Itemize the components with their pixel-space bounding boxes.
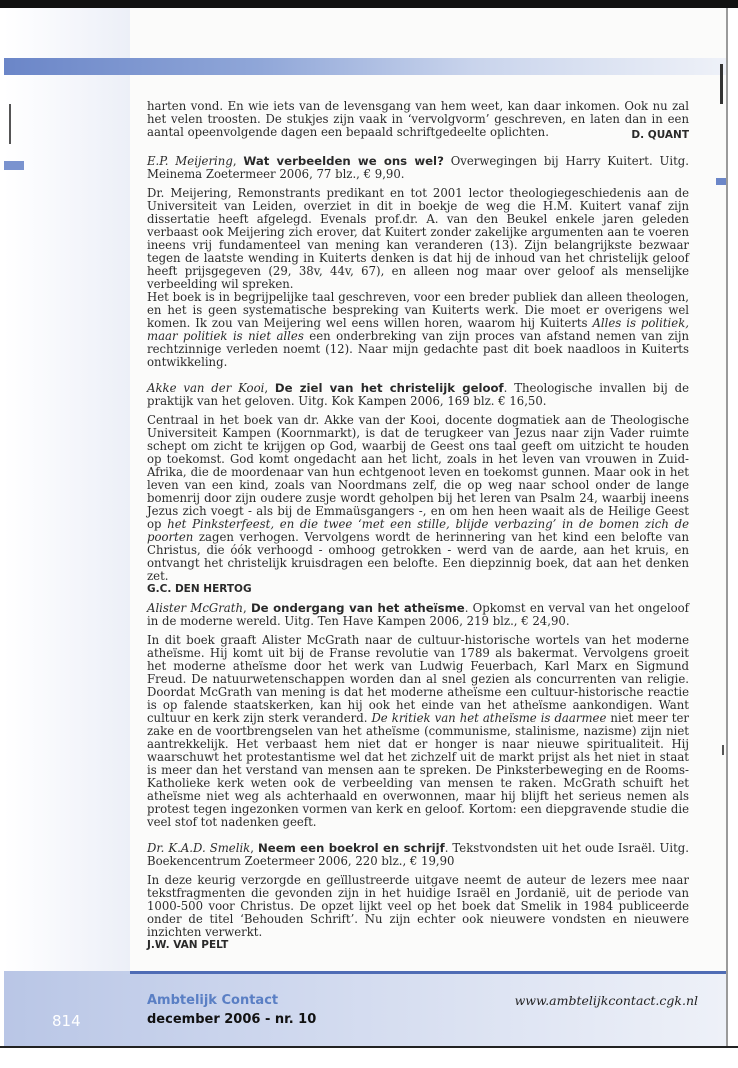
review1-heading: E.P. Meijering, Wat verbeelden we ons wel? Overwegingen bij Harry Kuitert. Uitg. Meinema Zoetermeer 2006, 77 blz., € 9,90. — [147, 154, 689, 181]
website-link[interactable]: www.ambtelijkcontact.cgk.nl — [514, 993, 698, 1008]
bottom-frame-line — [0, 1046, 738, 1048]
footer-rule — [130, 971, 726, 974]
review4-heading: Dr. K.A.D. Smelik, Neem een boekrol en schrijf. Tekstvondsten uit het oude Israël. Uitg. Boekencentrum Zoetermeer 2006, 220 blz., € 19,90 — [147, 841, 689, 868]
review4-author: Dr. K.A.D. Smelik — [147, 841, 251, 855]
review2-heading: Akke van der Kooi, De ziel van het christelijk geloof. Theologische invallen bij de praktijk van het geloven. Uitg. Kok Kampen 2006, 169 blz. € 16,50. — [147, 381, 689, 408]
left-margin-marker — [4, 161, 24, 170]
review2-title: De ziel van het christelijk geloof — [274, 381, 504, 395]
review3-text-a: In dit boek graaft Alister McGrath naar de cultuur-historische wortels van het moderne atheïsme. Hij komt uit bij de Franse revolutie van 1789 als bakermat. Vervolgens groeit het moderne atheïsme door het werk van Ludwig Feuerbach, Karl Marx en Sigmund Freud. De natuurwetenschappen worden dan al snel gezien als concurrenten van religie. Doordat McGrath van mening is dat het moderne atheïsme een cultuur-historische reactie is op falende staatskerken, kan hij ook het einde van het atheïsme aankondigen. Want cultuur en kerk zijn sterk veranderd. — [147, 633, 689, 725]
intro-text: harten vond. En wie iets van de levensgang van hem weet, kan daar inkomen. Ook nu zal het velen troosten. De stukjes zijn vaak in ‘vervolgvorm’ geschreven, en laten dan in een aantal opeenvolgende dagen een bepaald schriftgedeelte oplichten. — [147, 99, 689, 139]
review3-author: Alister McGrath — [147, 601, 243, 615]
bottom-frame — [0, 1046, 738, 1068]
review3-title: De ondergang van het atheïsme — [250, 601, 465, 615]
review2-text-b: zagen verhogen. Vervolgens wordt de herinnering van het kind een belofte van Christus, die óók verhoogd - omhoog getrokken - werd van de aarde, aan het kruis, en ontvangt het christelijk kruisdragen een belofte. Een diepzinnig boek, dat aan het denken zet. — [147, 530, 689, 583]
article-content — [147, 100, 689, 952]
review1-paragraph-2 — [147, 291, 689, 369]
review3-italic: De kritiek van het atheïsme is daarmee — [371, 711, 607, 725]
left-margin-rule — [9, 104, 11, 144]
review1-details: Overwegingen bij Harry Kuitert. Uitg. Meinema Zoetermeer 2006, 77 blz., € 9,90. — [147, 154, 689, 181]
review4-paragraph: In deze keurig verzorgde en geïllustreerde uitgave neemt de auteur de lezers mee naar tekstfragmenten die gevonden zijn in het huidige Israël en Jordanië, uit de periode van 1000-500 voor Christus. De opzet lijkt veel op het boek dat Smelik in 1984 publiceerde onder de titel ‘Behouden Schrift’. Nu zijn echter ook nieuwere vondsten en nieuwere inzichten verwerkt. — [147, 873, 689, 939]
review4-details: . Tekstvondsten uit het oude Israël. Uitg. Boekencentrum Zoetermeer 2006, 220 blz., € 19,90 — [147, 841, 689, 868]
review3-text-b: niet meer ter zake en de voortbrengselen van het atheïsme (communisme, stalinisme, nazisme) zijn niet aantrekkelijk. Het verbaast hem niet dat er honger is naar nieuwe spiritualiteit. Hij waarschuwt het protestantisme wel dat het zichzelf uit de markt prijst als het niet in staat is meer dan het verstand van mensen aan te spreken. De Pinksterbeweging en de Rooms-Katholieke kerk weten ook de verbeelding van mensen te raken. McGrath schuift het atheïsme niet weg als achterhaald en overwonnen, maar hij blijft het serieus nemen als protest tegen ingezonken vormen van kerk en geloof. Kortom: een diepgravende studie die veel stof tot nadenken geeft. — [147, 711, 689, 829]
intro-signature: D. QUANT — [631, 129, 689, 141]
intro-paragraph — [147, 100, 689, 139]
review1-italic-title: Alles is politiek, maar politiek is niet alles — [147, 316, 689, 343]
right-margin-marker — [716, 178, 726, 185]
review2-details: . Theologische invallen bij de praktijk van het geloven. Uitg. Kok Kampen 2006, 169 blz. € 16,50. — [147, 381, 689, 408]
magazine-title: Ambtelijk Contact — [147, 993, 279, 1008]
page — [4, 8, 728, 1046]
review1-author: E.P. Meijering — [147, 154, 233, 168]
page-number: 814 — [52, 1012, 81, 1030]
review2-author: Akke van der Kooi — [147, 381, 265, 395]
review3-paragraph — [147, 634, 689, 829]
right-margin-tick — [722, 745, 724, 755]
review2-italic: het Pinksterfeest, en die twee ‘met een stille, blijde verbazing’ in de bomen zich de poorten — [147, 517, 689, 544]
review1-title: Wat verbeelden we ons wel? — [243, 154, 444, 168]
review2-text-a: Centraal in het boek van dr. Akke van der Kooi, docente dogmatiek aan de Theologische Universiteit Kampen (Koornmarkt), is dat de terugkeer van Jezus naar zijn Vader ruimte schept om zicht te krijgen op God, waarbij de Geest ons taal geeft om uitzicht te houden op toekomst. God komt ongedacht aan het licht, zoals in het leven van vrouwen in Zuid-Afrika, die de moordenaar van hun echtgenoot leven en toekomst gunnen. Maar ook in het leven van een kind, zoals van Noordmans zelf, die op weg naar school onder de lange bomenrij door zijn oudere zusje wordt geholpen bij het leren van Psalm 24, waarbij ineens Jezus zich voegt - als bij de Emmaüsgangers -, en om hen heen waait als de Heilige Geest op — [147, 413, 689, 531]
review4-signature: J.W. VAN PELT — [147, 939, 229, 951]
review2-signature: G.C. DEN HERTOG — [147, 583, 252, 595]
review1-text-b: een onderbreking van zijn proces van afstand nemen van zijn rechtzinnige verleden noemt (12). Naar mijn gedachte past dit boek naadloos in Kuiterts ontwikkeling. — [147, 329, 689, 369]
review3-heading: Alister McGrath, De ondergang van het atheïsme. Opkomst en verval van het ongeloof in de moderne wereld. Uitg. Ten Have Kampen 2006, 219 blz., € 24,90. — [147, 601, 689, 628]
review1-paragraph-1: Dr. Meijering, Remonstrants predikant en tot 2001 lector theologiegeschiedenis aan de Universiteit van Leiden, overziet in dit in boekje de weg die H.M. Kuitert vanaf zijn dissertatie heeft afgelegd. Evenals prof.dr. A. van den Beukel enkele jaren geleden verbaast ook Meijering zich erover, dat Kuitert zonder zakelijke argumenten aan te voeren ineens vrij fundamenteel van mening kan veranderen (13). Zijn belangrijkste bezwaar tegen de laatste wending in Kuiterts denken is dat hij de inhoud van het christelijk geloof heeft prijsgegeven (29, 38v, 44v, 67), en alleen nog maar over geloof als menselijke verbeelding wil spreken. — [147, 186, 689, 291]
review1-text-a: Het boek is in begrijpelijke taal geschreven, voor een breder publiek dan alleen theologen, en het is geen systematische bespreking van Kuiterts werk. Die moet er overigens wel komen. Ik zou van Meijering wel eens willen horen, waarom hij Kuiterts — [147, 290, 689, 330]
issue-label: december 2006 - nr. 10 — [147, 1012, 317, 1027]
footer-band — [4, 971, 726, 1046]
review3-details: . Opkomst en verval van het ongeloof in de moderne wereld. Uitg. Ten Have Kampen 2006, 219 blz., € 24,90. — [147, 601, 689, 628]
top-color-band — [4, 58, 726, 75]
review4-title: Neem een boekrol en schrijf — [258, 841, 445, 855]
right-margin-rule — [720, 64, 723, 104]
review2-paragraph — [147, 414, 689, 583]
top-frame — [0, 0, 738, 8]
